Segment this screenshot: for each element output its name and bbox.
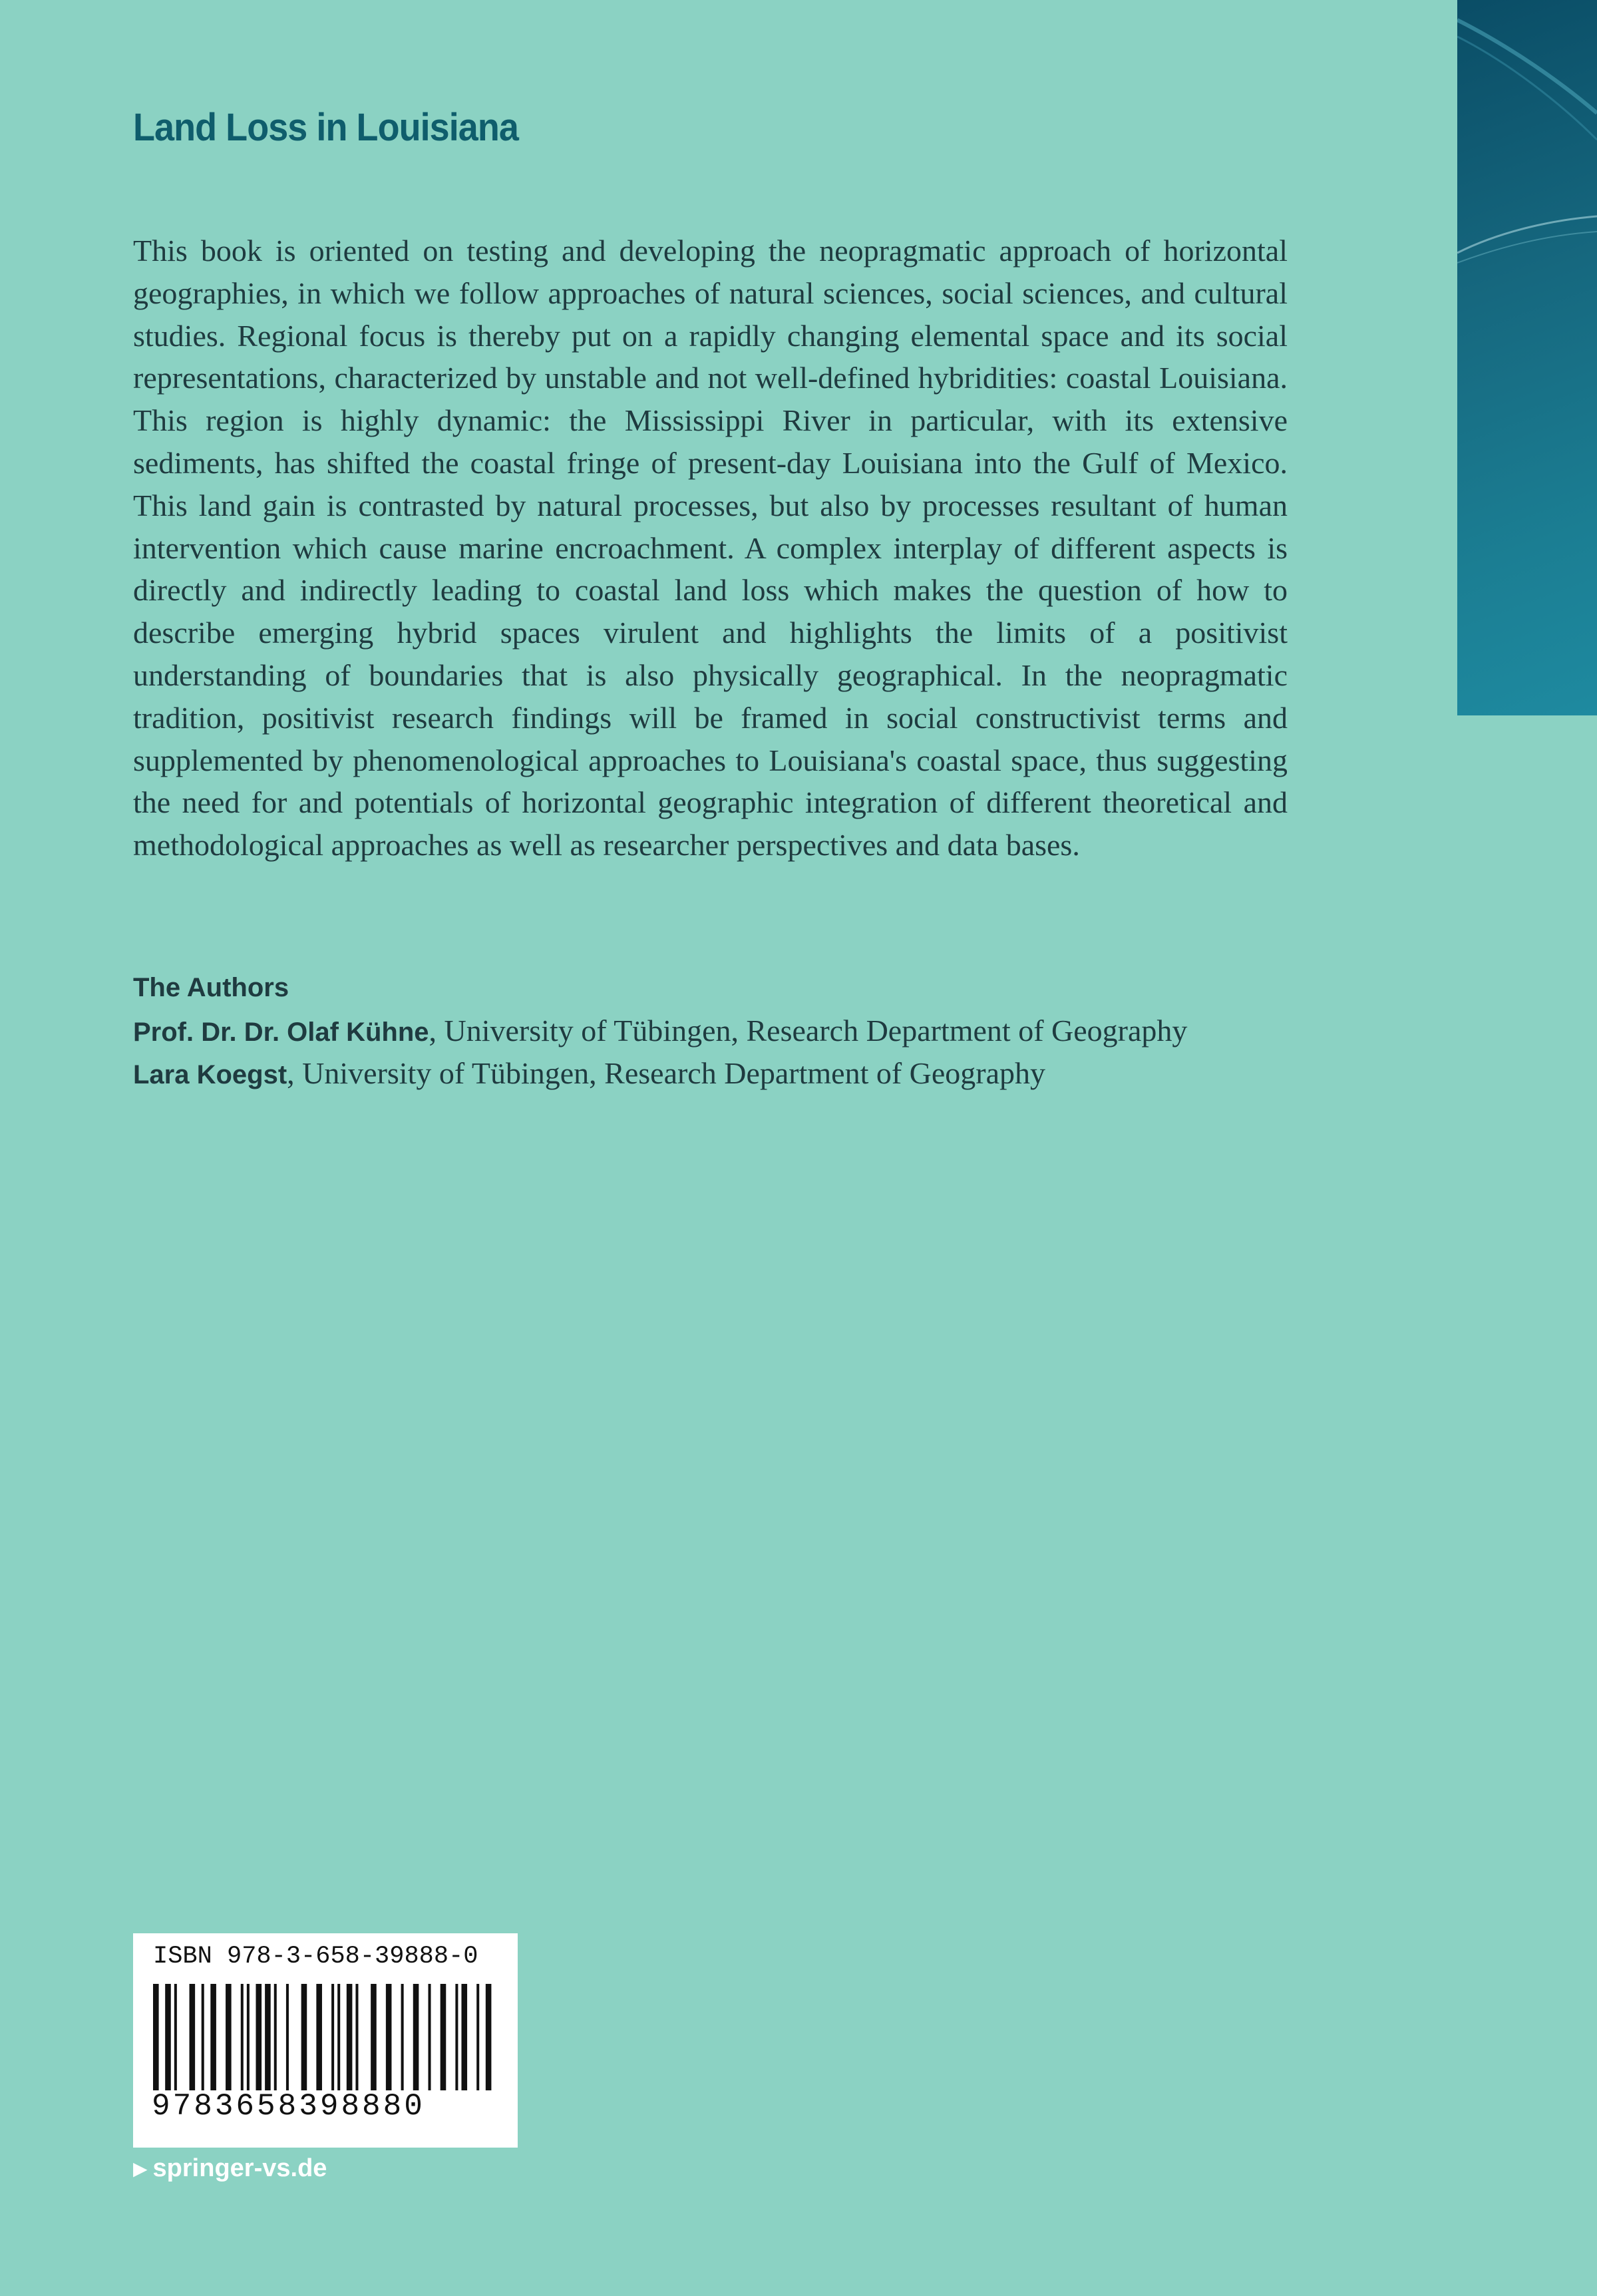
barcode-bar (347, 1984, 353, 2090)
barcode-bar (486, 1984, 492, 2090)
author-name: Prof. Dr. Dr. Olaf Kühne (133, 1018, 429, 1047)
publisher-website (133, 2154, 327, 2183)
barcode-bar (286, 1984, 289, 2090)
barcode-bar (226, 1984, 232, 2090)
isbn-barcode (133, 1933, 518, 2148)
barcode-bar (337, 1984, 340, 2090)
barcode-bar (265, 1984, 271, 2090)
isbn-label: ISBN 978-3-658-39888-0 (153, 1943, 478, 1971)
barcode-bar (210, 1984, 216, 2090)
barcode-bar (274, 1984, 277, 2090)
wave-lines-decoration (1457, 0, 1597, 715)
barcode-bar (455, 1984, 458, 2090)
barcode-bar (401, 1984, 404, 2090)
barcode-bar (413, 1984, 419, 2090)
barcode-bars (153, 1984, 498, 2090)
barcode-bar (331, 1984, 334, 2090)
website-text: springer-vs.de (152, 2154, 327, 2182)
author-name: Lara Koegst (133, 1060, 287, 1089)
barcode-bar (190, 1984, 196, 2090)
author-affiliation: , University of Tübingen, Research Department of Geography (287, 1056, 1046, 1090)
barcode-bar (153, 1984, 159, 2090)
arrow-right-icon: ▶ (133, 2158, 148, 2179)
barcode-bar (165, 1984, 171, 2090)
barcode-bar (247, 1984, 250, 2090)
barcode-bar (371, 1984, 377, 2090)
barcode-bar (441, 1984, 446, 2090)
barcode-bar (202, 1984, 204, 2090)
barcode-bar (316, 1984, 322, 2090)
barcode-bar (301, 1984, 307, 2090)
barcode-bar (386, 1984, 392, 2090)
decorative-corner-band (1457, 0, 1597, 715)
book-description: This book is oriented on testing and developing the neopragmatic approach of horizontal geographies, in which we follow approaches of natural sciences, social sciences, and cultural studies. Regional focus is thereby put on a rapidly changing elemental space and its social representations, characterized by unstable and not well-defined hybridities: coastal Louisiana. This region is highly dynamic: the Mississippi River in particular, with its extensive sediments, has shifted the coastal fringe of present-day Louisiana into the Gulf of Mexico. This land gain is contrasted by natural processes, but also by processes resultant of human intervention which cause marine encroachment. A complex interplay of different aspects is directly and indirectly leading to coastal land loss which makes the question of how to describe emerging hybrid spaces virulent and highlights the limits of a positivist understanding of boundaries that is also physically geographical. In the neopragmatic tradition, positivist research findings will be framed in social constructivist terms and supplemented by phenomenological approaches to Louisiana's coastal space, thus suggesting the need for and potentials of horizontal geographic integration of different theoretical and methodological approaches as well as researcher perspectives and data bases. (133, 234, 1288, 862)
barcode-bar (174, 1984, 177, 2090)
barcode-bar (428, 1984, 431, 2090)
book-title: Land Loss in Louisiana (133, 106, 518, 149)
ean-digits: 9783658398880 (152, 2089, 425, 2124)
author-entry (133, 1055, 1045, 1091)
author-entry (133, 1013, 1187, 1048)
barcode-bar (256, 1984, 262, 2090)
barcode-bar (355, 1984, 358, 2090)
barcode-bar (476, 1984, 479, 2090)
barcode-bar (461, 1984, 467, 2090)
author-affiliation: , University of Tübingen, Research Department of Geography (429, 1014, 1188, 1048)
barcode-bar (241, 1984, 244, 2090)
authors-heading: The Authors (133, 973, 289, 1002)
